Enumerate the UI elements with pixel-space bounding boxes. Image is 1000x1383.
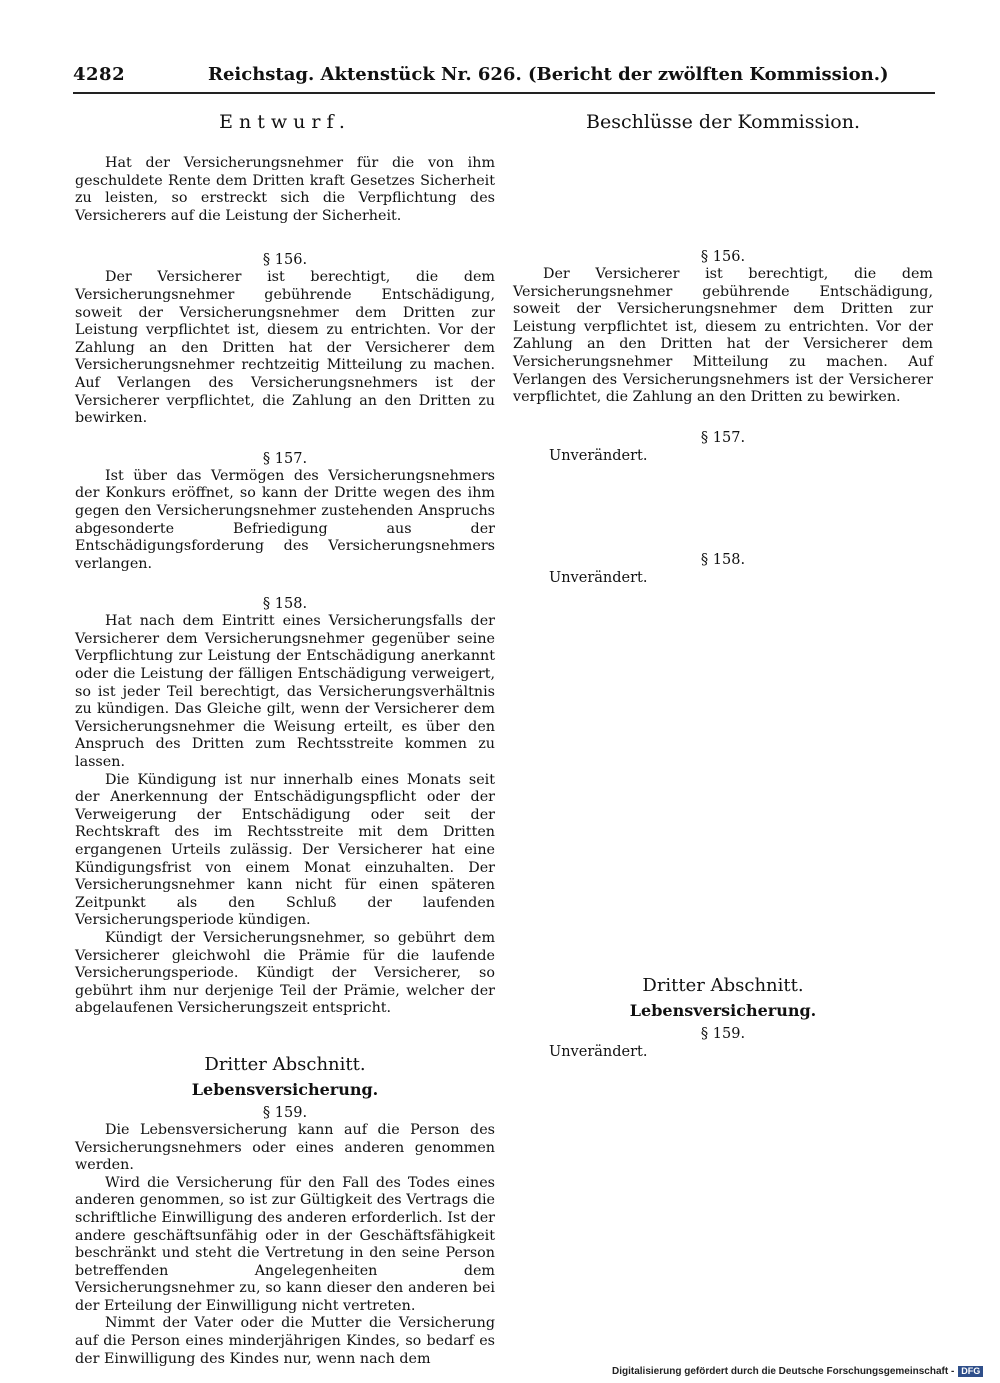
digitization-credit	[612, 1366, 983, 1377]
dfg-logo: DFG	[958, 1366, 983, 1377]
section-157-text: Ist über das Vermögen des Versicherungsnehmers der Konkurs eröffnet, so kann der Dritte wegen des ihm gegen den Versicherungsnehmer zustehenden Anspruchs abgesonderte Befriedigung aus der Entschädigungsforderung des Versicherungsnehmers verlangen.	[75, 467, 495, 572]
section-158-heading: § 158.	[262, 596, 308, 613]
draft-column	[75, 110, 495, 1368]
section-159-heading: § 159.	[700, 1025, 746, 1042]
page-number: 4282	[73, 64, 126, 85]
chapter-subtitle: Lebensversicherung.	[191, 1079, 379, 1099]
running-title: Reichstag. Aktenstück Nr. 626. (Bericht der zwölften Kommission.)	[208, 64, 889, 85]
section-156-text: Der Versicherer ist berechtigt, die dem Versicherungsnehmer gebührende Entschädigung, soweit der Versicherungsnehmer dem Dritten zur Leistung verpflichtet ist, diesem zu entrichten. Vor der Zahlung an den Dritten hat der Versicherer dem Versicherungsnehmer Mitteilung zu machen. Auf Verlangen des Versicherungsnehmers ist der Versicherer verpflichtet, die Zahlung an den Dritten zu bewirken.	[513, 266, 933, 406]
section-158-status: Unverändert.	[549, 569, 648, 586]
page-header	[73, 62, 935, 94]
section-159-paragraph: Nimmt der Vater oder die Mutter die Versicherung auf die Person eines minderjährigen Kindes, so bedarf es der Einwilligung des Kindes nur, wenn nach dem	[75, 1315, 495, 1367]
section-159-status: Unverändert.	[549, 1043, 648, 1060]
section-157-status: Unverändert.	[549, 447, 648, 464]
section-158-heading: § 158.	[700, 551, 746, 568]
section-158-paragraph: Die Kündigung ist nur innerhalb eines Monats seit der Anerkennung der Entschädigungspflicht oder der Verweigerung der Entschädigung oder seit der Rechtskraft des im Rechtsstreite mit dem Dritten ergangenen Urteils zulässig. Der Versicherer hat eine Kündigungsfrist von einem Monat einzuhalten. Der Versicherungsnehmer kann nicht für einen späteren Zeitpunkt als den Schluß der laufenden Versicherungsperiode kündigen.	[75, 771, 495, 929]
resolutions-column	[513, 110, 933, 1061]
draft-heading: Entwurf.	[219, 111, 351, 133]
credit-text: Digitalisierung gefördert durch die Deutsche Forschungsgemeinschaft -	[612, 1366, 955, 1378]
section-159-paragraph: Die Lebensversicherung kann auf die Person des Versicherungsnehmers oder eines anderen genommen werden.	[75, 1121, 495, 1174]
section-158-paragraph: Kündigt der Versicherungsnehmer, so gebührt dem Versicherer gleichwohl die Prämie für die laufende Versicherungsperiode. Kündigt der Versicherer, so gebührt ihm nur derjenige Teil der Prämie, welcher der abgelaufenen Versicherungszeit entspricht.	[75, 929, 495, 1017]
section-156-text: Der Versicherer ist berechtigt, die dem Versicherungsnehmer gebührende Entschädigung, soweit der Versicherungsnehmer dem Dritten zur Leistung verpflichtet ist, diesem zu entrichten. Vor der Zahlung an den Dritten hat der Versicherer dem Versicherungsnehmer rechtzeitig Mitteilung zu machen. Auf Verlangen des Versicherungsnehmers ist der Versicherer verpflichtet, die Zahlung an den Dritten zu bewirken.	[75, 269, 495, 427]
intro-paragraph: Hat der Versicherungsnehmer für die von ihm geschuldete Rente dem Dritten kraft Gesetzes Sicherheit zu leisten, so erstreckt sich die Verpflichtung des Versicherers auf die Leistung der Sicherheit.	[75, 155, 495, 224]
section-156-heading: § 156.	[700, 249, 746, 265]
section-156-heading: § 156.	[262, 252, 308, 269]
section-159-heading: § 159.	[262, 1104, 308, 1121]
chapter-subtitle: Lebensversicherung.	[629, 1000, 817, 1020]
resolutions-heading: Beschlüsse der Kommission.	[586, 111, 860, 133]
section-157-heading: § 157.	[262, 450, 308, 467]
chapter-title: Dritter Abschnitt.	[204, 1053, 366, 1075]
section-158-paragraph: Hat nach dem Eintritt eines Versicherungsfalls der Versicherer dem Versicherungsnehmer gegenüber seine Verpflichtung zur Leistung der Entschädigung anerkannt oder die Leistung der fälligen Entschädigung verweigert, so ist jeder Teil berechtigt, das Versicherungsverhältnis zu kündigen. Das Gleiche gilt, wenn der Versicherer dem Versicherungsnehmer die Weisung erteilt, es über den Anspruch des Dritten zum Rechtsstreite kommen zu lassen.	[75, 613, 495, 771]
section-157-heading: § 157.	[700, 429, 746, 446]
section-159-paragraph: Wird die Versicherung für den Fall des Todes eines anderen genommen, so ist zur Gültigkeit des Vertrags die schriftliche Einwilligung des anderen erforderlich. Ist der andere geschäftsunfähig oder in der Geschäftsfähigkeit beschränkt und steht die Vertretung in den seine Person betreffenden Angelegenheiten dem Versicherungsnehmer zu, so kann dieser den anderen bei der Erteilung der Einwilligung nicht vertreten.	[75, 1174, 495, 1314]
chapter-title: Dritter Abschnitt.	[642, 974, 804, 996]
